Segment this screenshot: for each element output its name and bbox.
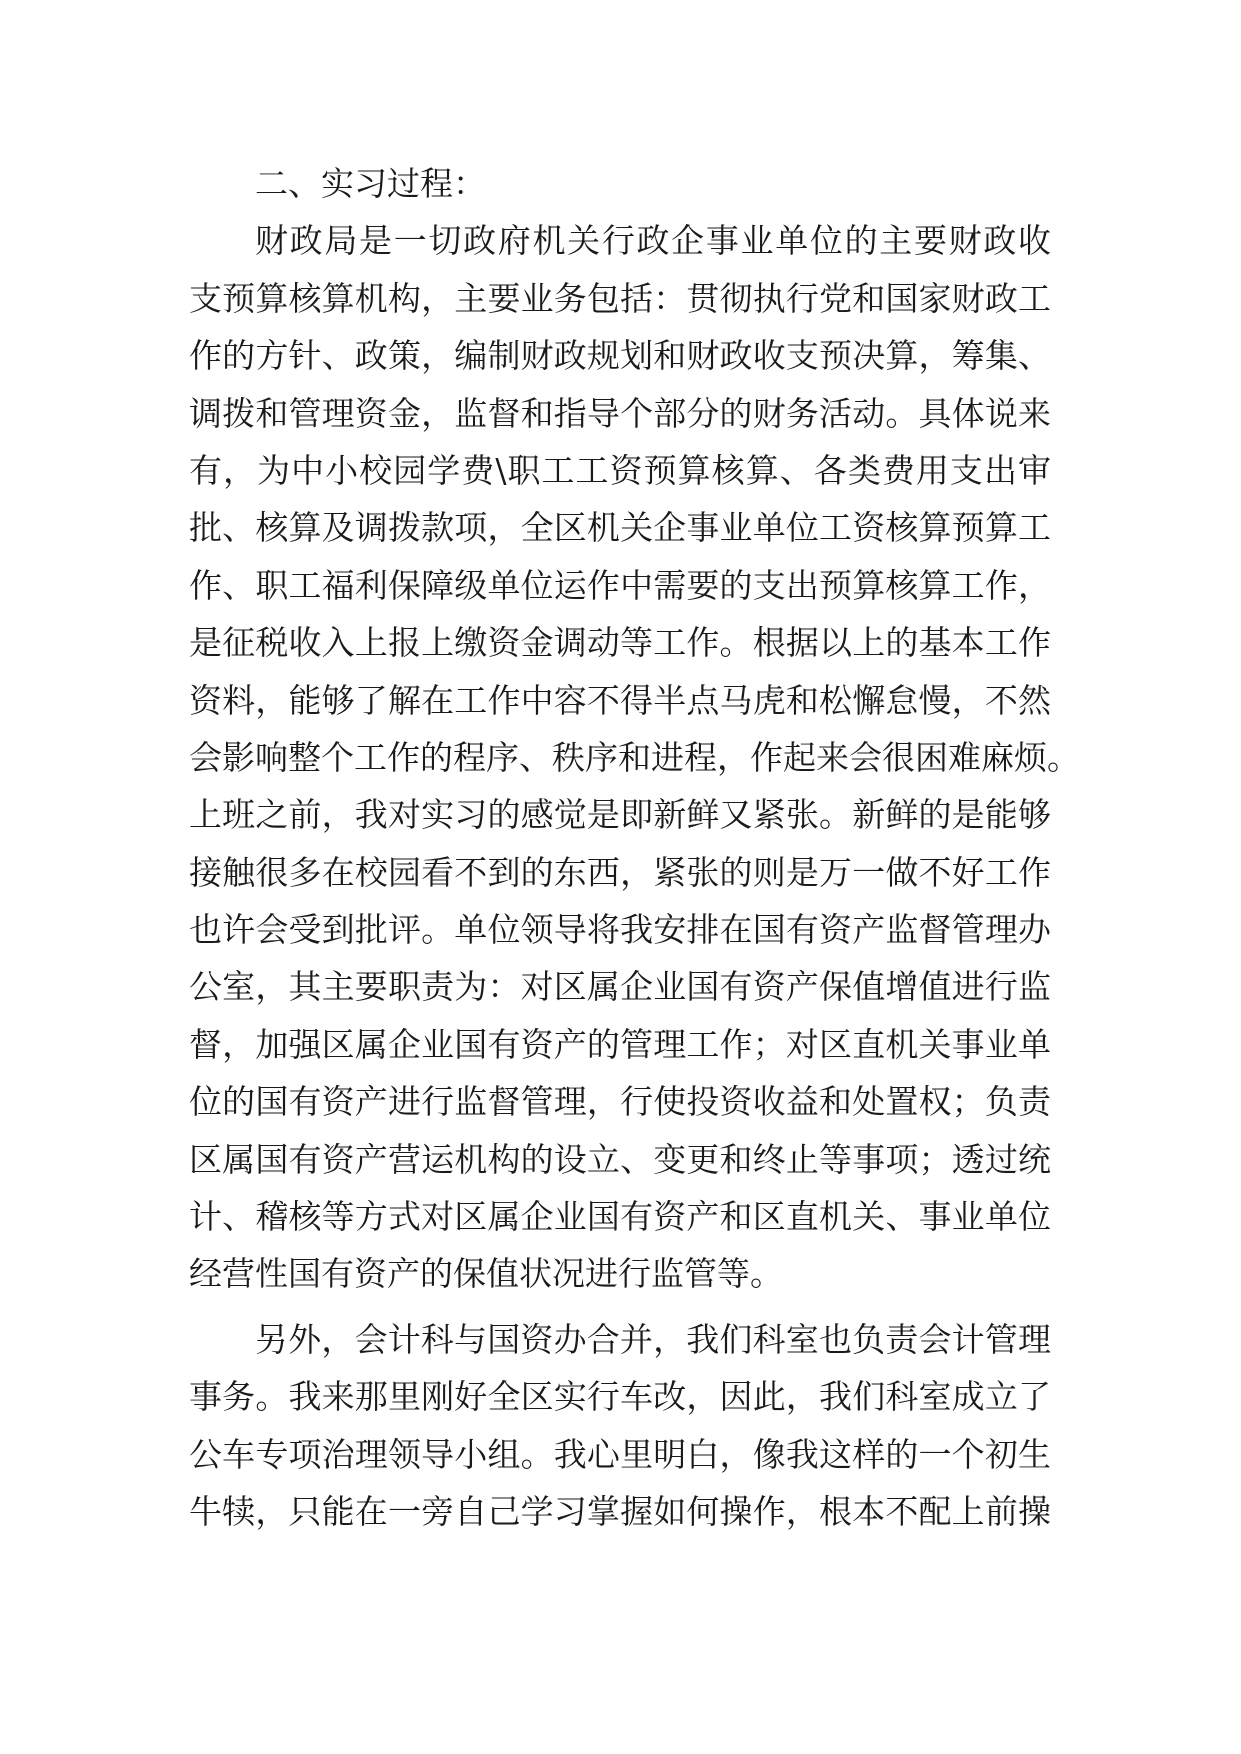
paragraph-2 (189, 1311, 1051, 1541)
paragraph-1 (189, 212, 1080, 1302)
text-line: 资料，能够了解在工作中容不得半点马虎和松懈怠慢，不然 (189, 680, 1051, 720)
text-line: 经营性国有资产的保值状况进行监管等。 (189, 1254, 783, 1294)
text-line: 位的国有资产进行监督管理，行使投资收益和处置权；负责 (189, 1082, 1051, 1122)
text-line: 作、职工福利保障级单位运作中需要的支出预算核算工作， (189, 565, 1051, 605)
text-line: 计、稽核等方式对区属企业国有资产和区直机关、事业单位 (189, 1197, 1051, 1237)
paragraph-spacer (189, 1303, 1051, 1311)
text-line: 支预算核算机构，主要业务包括：贯彻执行党和国家财政工 (189, 278, 1051, 318)
text-line: 公室，其主要职责为：对区属企业国有资产保值增值进行监 (189, 967, 1051, 1007)
text-line: 事务。我来那里刚好全区实行车改，因此，我们科室成立了 (189, 1377, 1051, 1417)
text-line: 接触很多在校园看不到的东西，紧张的则是万一做不好工作 (189, 852, 1051, 892)
text-line: 另外，会计科与国资办合并，我们科室也负责会计管理 (255, 1319, 1051, 1359)
section-heading: 二、实习过程： (255, 164, 486, 203)
text-line: 会影响整个工作的程序、秩序和进程，作起来会很困难麻烦。 (189, 737, 1080, 777)
text-line: 也许会受到批评。单位领导将我安排在国有资产监督管理办 (189, 910, 1051, 950)
text-line: 区属国有资产营运机构的设立、变更和终止等事项；透过统 (189, 1139, 1051, 1179)
text-line: 督，加强区属企业国有资产的管理工作；对区直机关事业单 (189, 1024, 1051, 1064)
text-line: 上班之前，我对实习的感觉是即新鲜又紧张。新鲜的是能够 (189, 795, 1051, 835)
text-line: 公车专项治理领导小组。我心里明白，像我这样的一个初生 (189, 1434, 1051, 1474)
text-line: 财政局是一切政府机关行政企事业单位的主要财政收 (255, 221, 1051, 261)
text-line: 是征税收入上报上缴资金调动等工作。根据以上的基本工作 (189, 623, 1051, 663)
text-line: 作的方针、政策，编制财政规划和财政收支预决算，筹集、 (189, 336, 1051, 376)
text-line: 批、核算及调拨款项，全区机关企事业单位工资核算预算工 (189, 508, 1051, 548)
text-line: 调拨和管理资金，监督和指导个部分的财务活动。具体说来 (189, 393, 1051, 433)
text-line: 牛犊，只能在一旁自己学习掌握如何操作，根本不配上前操 (189, 1491, 1051, 1531)
text-line: 有，为中小校园学费\职工工资预算核算、各类费用支出审 (189, 450, 1051, 490)
document-body (189, 155, 1080, 1540)
